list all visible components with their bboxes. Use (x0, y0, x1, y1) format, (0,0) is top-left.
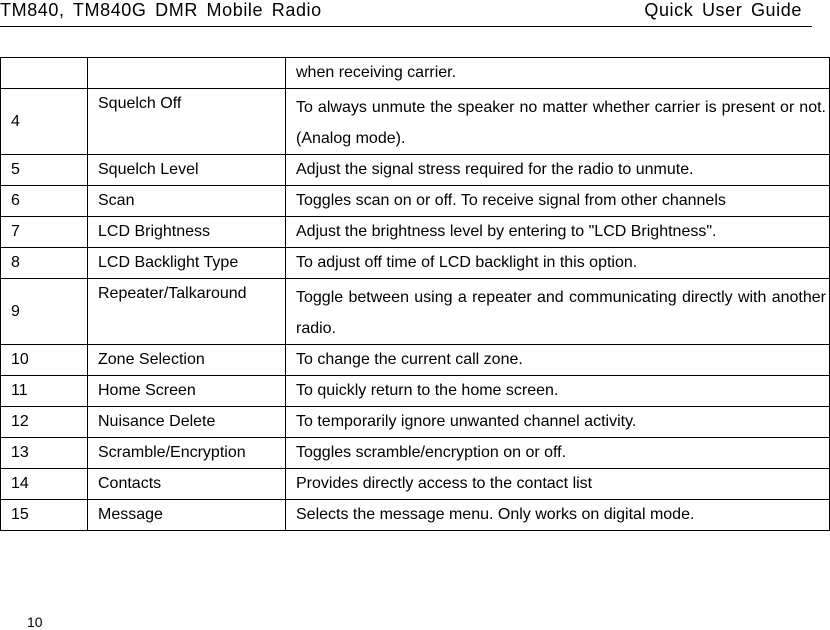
row-number: 13 (1, 438, 88, 469)
row-number: 10 (1, 345, 88, 376)
row-number: 14 (1, 469, 88, 500)
row-description: Toggles scan on or off. To receive signal from other channels (286, 186, 830, 217)
page-header (0, 0, 812, 27)
row-description: To quickly return to the home screen. (286, 376, 830, 407)
row-description: To change the current call zone. (286, 345, 830, 376)
row-function-name: Squelch Off (88, 89, 286, 155)
table-row (1, 58, 830, 89)
table-row (1, 376, 830, 407)
row-description: Selects the message menu. Only works on digital mode. (286, 500, 830, 531)
row-description: when receiving carrier. (286, 58, 830, 89)
table-row (1, 248, 830, 279)
row-number: 4 (1, 89, 88, 155)
page-number: 10 (27, 614, 43, 630)
menu-function-table (0, 57, 830, 531)
row-description: Provides directly access to the contact list (286, 469, 830, 500)
table-row (1, 186, 830, 217)
row-description: Adjust the brightness level by entering to "LCD Brightness". (286, 217, 830, 248)
row-description: To adjust off time of LCD backlight in this option. (286, 248, 830, 279)
row-function-name: LCD Backlight Type (88, 248, 286, 279)
row-function-name (88, 58, 286, 89)
row-function-name: Zone Selection (88, 345, 286, 376)
header-guide-title: Quick User Guide (644, 0, 802, 20)
row-function-name: Message (88, 500, 286, 531)
row-function-name: Nuisance Delete (88, 407, 286, 438)
row-number (1, 58, 88, 89)
table-row (1, 345, 830, 376)
table-row (1, 89, 830, 155)
row-number: 5 (1, 155, 88, 186)
row-function-name: Contacts (88, 469, 286, 500)
row-description: Toggles scramble/encryption on or off. (286, 438, 830, 469)
row-number: 15 (1, 500, 88, 531)
table-row (1, 155, 830, 186)
row-function-name: LCD Brightness (88, 217, 286, 248)
row-function-name: Repeater/Talkaround (88, 279, 286, 345)
row-number: 6 (1, 186, 88, 217)
row-number: 9 (1, 279, 88, 345)
table-row (1, 500, 830, 531)
row-function-name: Scramble/Encryption (88, 438, 286, 469)
row-number: 11 (1, 376, 88, 407)
row-function-name: Scan (88, 186, 286, 217)
row-number: 12 (1, 407, 88, 438)
table-row (1, 438, 830, 469)
header-product-title: TM840, TM840G DMR Mobile Radio (0, 0, 322, 20)
row-description: To temporarily ignore unwanted channel activity. (286, 407, 830, 438)
table-row (1, 469, 830, 500)
row-number: 7 (1, 217, 88, 248)
row-number: 8 (1, 248, 88, 279)
row-function-name: Home Screen (88, 376, 286, 407)
row-description: To always unmute the speaker no matter whether carrier is present or not. (Analog mode). (286, 89, 830, 155)
row-description: Adjust the signal stress required for the radio to unmute. (286, 155, 830, 186)
table-row (1, 407, 830, 438)
row-function-name: Squelch Level (88, 155, 286, 186)
row-description: Toggle between using a repeater and communicating directly with another radio. (286, 279, 830, 345)
table-row (1, 279, 830, 345)
table-row (1, 217, 830, 248)
